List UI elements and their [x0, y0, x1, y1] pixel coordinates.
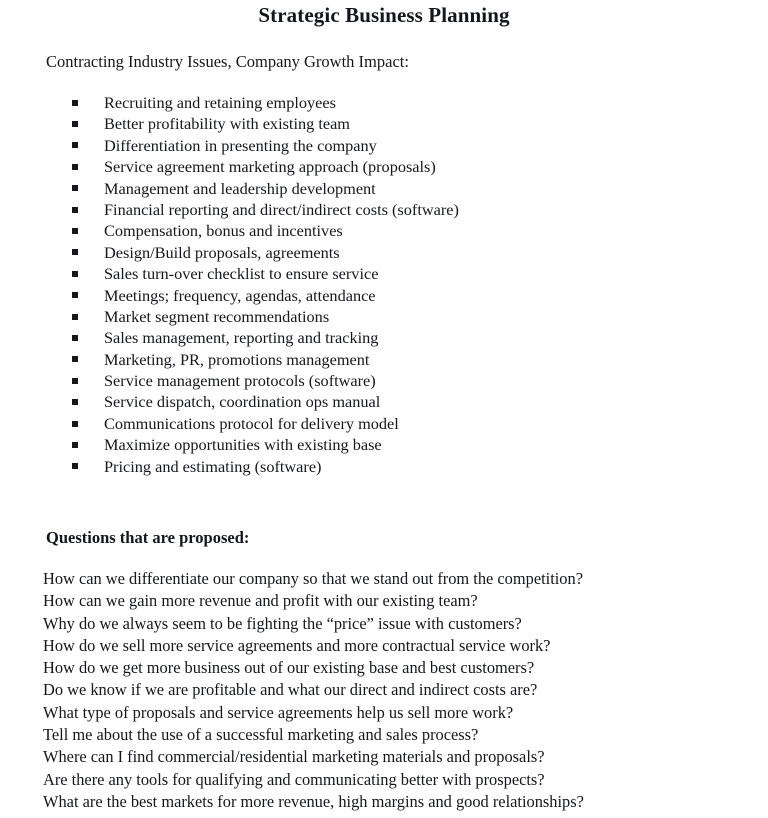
- list-item: [46, 456, 706, 477]
- list-item-label: Recruiting and retaining employees: [104, 93, 336, 112]
- question-line: Where can I find commercial/residential marketing materials and proposals?: [43, 747, 545, 767]
- square-bullet-icon: [72, 271, 78, 277]
- list-item-label: Compensation, bonus and incentives: [104, 221, 343, 241]
- issues-bullet-list: [46, 92, 706, 477]
- list-item-label: Differentiation in presenting the company: [104, 135, 377, 155]
- question-line: What type of proposals and service agreements help us sell more work?: [43, 702, 514, 722]
- square-bullet-icon: [72, 228, 78, 234]
- square-bullet-icon: [72, 463, 78, 469]
- square-bullet-icon: [72, 121, 78, 127]
- list-item-label: Service management protocols (software): [104, 371, 376, 391]
- question-line: Tell me about the use of a successful marketing and sales process?: [43, 725, 479, 745]
- list-item: [46, 391, 706, 412]
- list-item-label: Meetings; frequency, agendas, attendance: [104, 285, 376, 305]
- page-title: Strategic Business Planning: [258, 3, 510, 27]
- list-item-label: Service dispatch, coordination ops manual: [104, 392, 381, 412]
- square-bullet-icon: [72, 399, 78, 405]
- question-line: How can we differentiate our company so that we stand out from the competition?: [43, 569, 583, 588]
- square-bullet-icon: [72, 142, 78, 148]
- list-item: [46, 178, 706, 199]
- question-line: Do we know if we are profitable and what our direct and indirect costs are?: [43, 680, 538, 700]
- list-item-label: Better profitability with existing team: [104, 114, 350, 134]
- list-item: [46, 220, 706, 241]
- list-item: [46, 92, 706, 113]
- section-heading: Contracting Industry Issues, Company Growth Impact:: [46, 52, 409, 71]
- list-item-label: Service agreement marketing approach (proposals): [104, 157, 436, 177]
- square-bullet-icon: [72, 292, 78, 298]
- square-bullet-icon: [72, 356, 78, 362]
- square-bullet-icon: [72, 314, 78, 320]
- square-bullet-icon: [72, 164, 78, 170]
- list-item: [46, 434, 706, 455]
- list-item: [46, 242, 706, 263]
- list-item: [46, 327, 706, 348]
- list-item: [46, 349, 706, 370]
- list-item: [46, 370, 706, 391]
- list-item: [46, 113, 706, 134]
- questions-list: [43, 568, 743, 813]
- list-item: [46, 306, 706, 327]
- list-item: [46, 199, 706, 220]
- square-bullet-icon: [72, 185, 78, 191]
- list-item-label: Sales turn-over checklist to ensure service: [104, 264, 379, 284]
- question-line: How do we sell more service agreements and more contractual service work?: [43, 635, 551, 655]
- list-item-label: Sales management, reporting and tracking: [104, 328, 379, 348]
- list-item: [46, 413, 706, 434]
- list-item-label: Market segment recommendations: [104, 306, 330, 326]
- questions-heading: Questions that are proposed:: [46, 528, 250, 547]
- list-item-label: Management and leadership development: [104, 178, 376, 198]
- list-item: [46, 135, 706, 156]
- question-line: How do we get more business out of our existing base and best customers?: [43, 658, 535, 678]
- question-line: Why do we always seem to be fighting the “price” issue with customers?: [43, 613, 522, 633]
- list-item-label: Pricing and estimating (software): [104, 456, 322, 476]
- list-item-label: Communications protocol for delivery model: [104, 413, 399, 433]
- square-bullet-icon: [72, 207, 78, 213]
- list-item: [46, 156, 706, 177]
- question-line: Are there any tools for qualifying and communicating better with prospects?: [43, 769, 545, 789]
- list-item: [46, 285, 706, 306]
- question-line: What are the best markets for more revenue, high margins and good relationships?: [43, 791, 584, 811]
- list-item-label: Financial reporting and direct/indirect costs (software): [104, 199, 459, 219]
- square-bullet-icon: [72, 378, 78, 384]
- square-bullet-icon: [72, 421, 78, 427]
- square-bullet-icon: [72, 100, 78, 106]
- square-bullet-icon: [72, 249, 78, 255]
- square-bullet-icon: [72, 442, 78, 448]
- list-item-label: Marketing, PR, promotions management: [104, 349, 370, 369]
- list-item-label: Maximize opportunities with existing base: [104, 435, 382, 455]
- list-item: [46, 263, 706, 284]
- question-line: How can we gain more revenue and profit with our existing team?: [43, 591, 478, 611]
- list-item-label: Design/Build proposals, agreements: [104, 242, 340, 262]
- square-bullet-icon: [72, 335, 78, 341]
